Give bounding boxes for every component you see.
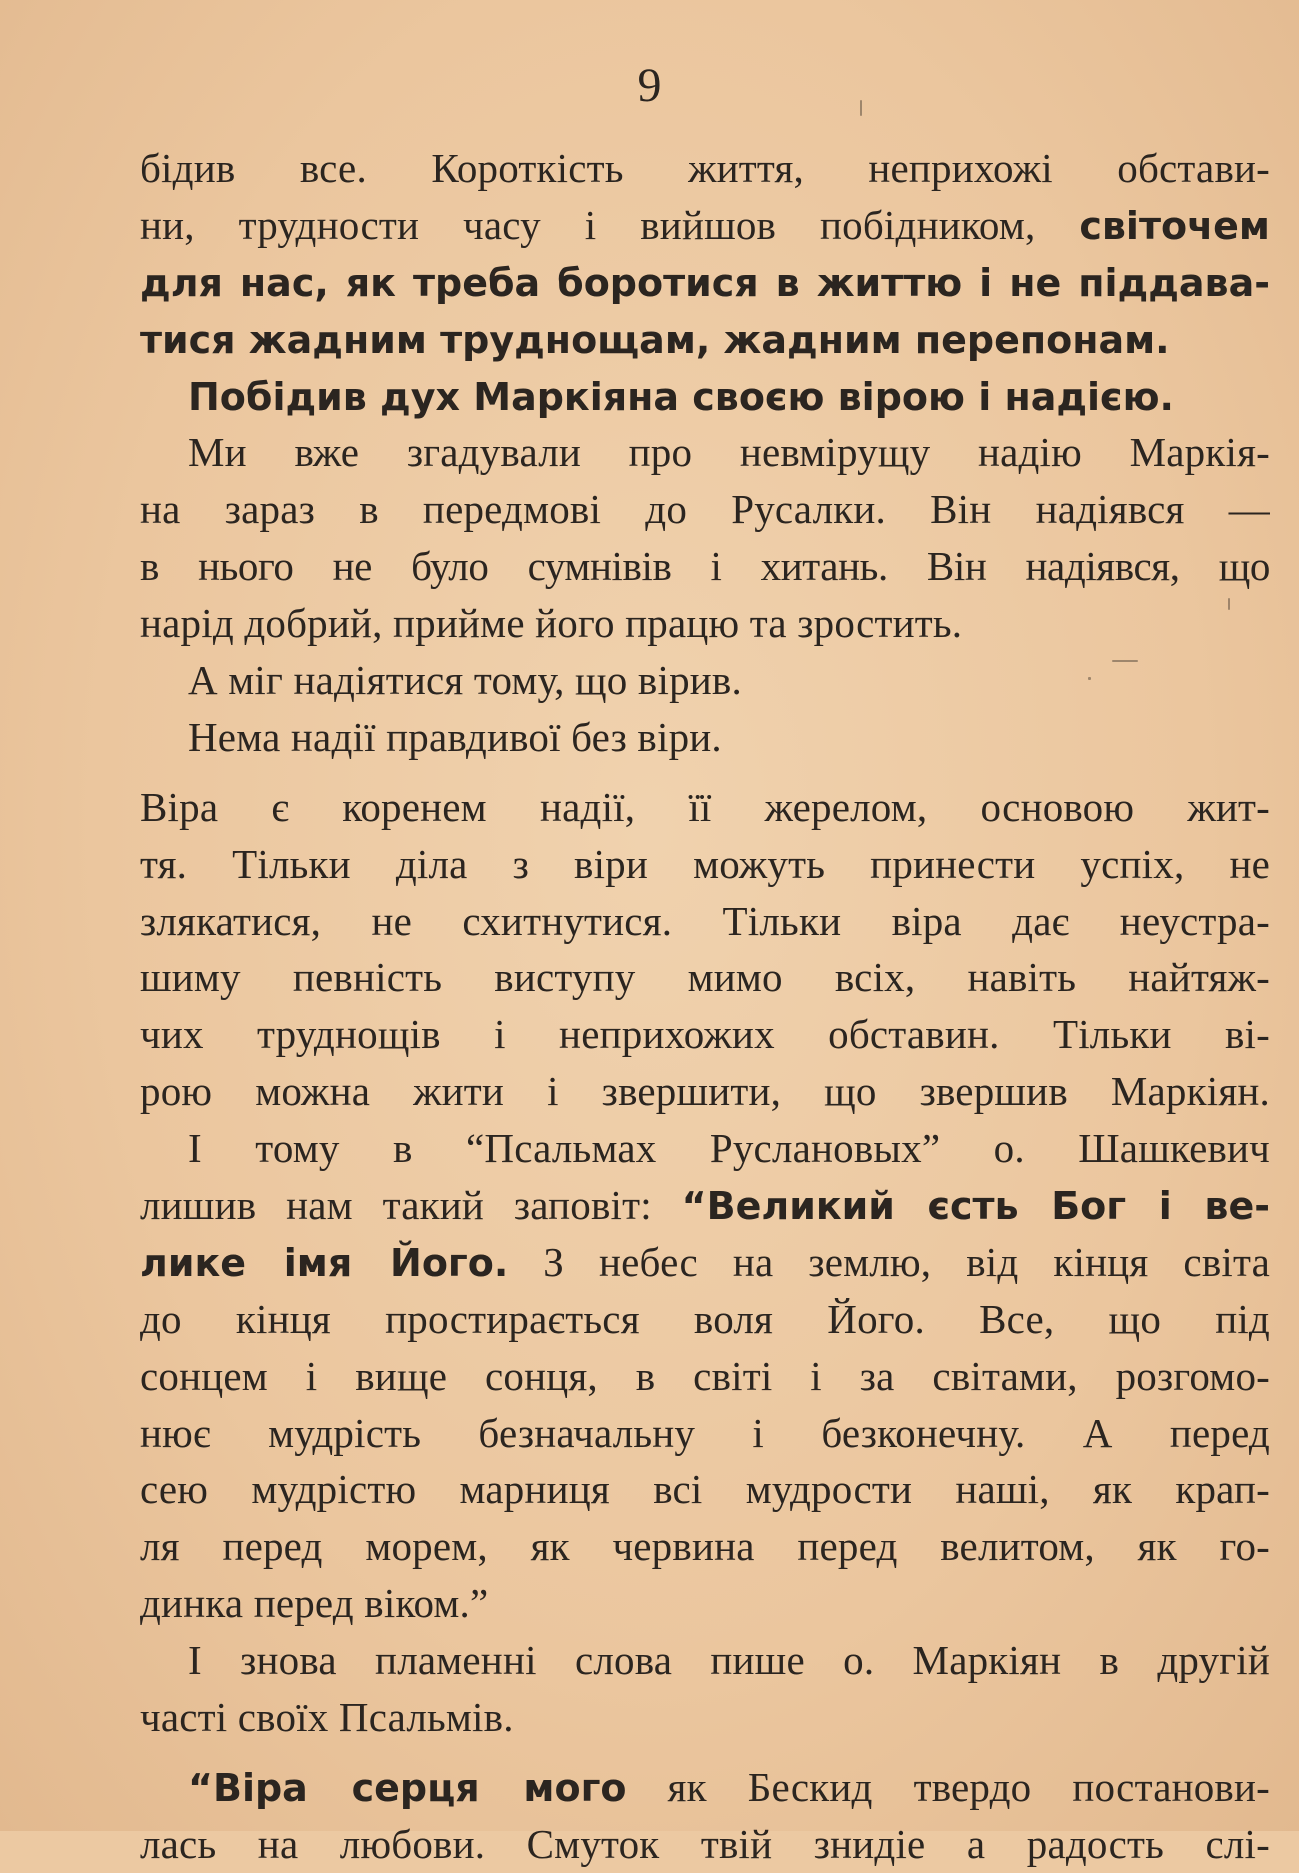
bold-text: Побідив дух Маркіяна своєю вірою і надією. xyxy=(188,374,1174,419)
text-line: “Віра серця мого як Бескид твердо постанови- xyxy=(188,1763,1270,1810)
text-line: Ми вже згадували про невмірущу надію Маркія- xyxy=(188,429,1270,476)
paper-speck xyxy=(1228,598,1230,610)
text-line: нарід добрий, прийме його працю та зростить. xyxy=(140,600,963,647)
text-line: чих труднощів і неприхожих обставин. Тільки ві- xyxy=(140,1011,1270,1058)
text-line: І тому в “Псальмах Руслановых” о. Шашкевич xyxy=(188,1125,1270,1172)
bold-text: “Великий єсть Бог і ве- xyxy=(681,1184,1270,1229)
bold-text: тися жадним труднощам, жадним перепонам. xyxy=(140,317,1170,362)
text-line: часті своїх Псальмів. xyxy=(140,1694,514,1741)
text-line: до кінця простирається воля Його. Все, що під xyxy=(140,1295,1270,1342)
text-line: ля перед морем, як червина перед велитом, як го- xyxy=(140,1523,1270,1570)
text-line xyxy=(140,368,1270,425)
text-line: Нема надії правдивої без віри. xyxy=(188,713,722,760)
text-line: на зараз в передмові до Русалки. Він надіявся — xyxy=(140,486,1270,533)
bold-text: світочем xyxy=(1079,203,1270,248)
text-line xyxy=(140,311,1270,368)
text-line: лике імя Його. З небес на землю, від кінця світа xyxy=(140,1238,1270,1285)
page-number: 9 xyxy=(637,59,662,112)
bold-text: лике імя Його. xyxy=(140,1240,509,1285)
text-line: злякатися, не схитнутися. Тільки віра дає неустра- xyxy=(140,897,1270,944)
text-line: ни, трудности часу і вийшов побідником, світочем xyxy=(140,201,1270,248)
text-line: в нього не було сумнівів і хитань. Він надіявся, що xyxy=(140,543,1270,590)
paper-speck xyxy=(860,100,862,116)
text-line: рою можна жити і звершити, що звершив Маркіян. xyxy=(140,1068,1270,1115)
text-line: тя. Тільки діла з віри можуть принести успіх, не xyxy=(140,840,1270,887)
bold-text: для нас, як треба боротися в життю і не піддава- xyxy=(140,260,1270,305)
text-line: нює мудрість безначальну і безконечну. А перед xyxy=(140,1409,1270,1456)
text-line xyxy=(140,254,1270,311)
bold-text: “Віра серця мого xyxy=(188,1765,627,1810)
text-line: бідив все. Короткість життя, неприхожі обстави- xyxy=(140,145,1270,191)
text-line: Віра є коренем надії, її жерелом, основою жит- xyxy=(140,783,1270,830)
text-line: шиму певність виступу мимо всіх, навіть найтяж- xyxy=(140,954,1270,1001)
paper-speck xyxy=(1112,660,1138,662)
text-line: сонцем і вище сонця, в світі і за світами, розгомо- xyxy=(140,1352,1270,1399)
text-line: сею мудрістю марниця всі мудрости наші, як крап- xyxy=(140,1466,1270,1513)
text-line: І знова пламенні слова пише о. Маркіян в другій xyxy=(188,1637,1270,1684)
text-line: лась на любови. Смуток твій знидіе а радость слі- xyxy=(140,1820,1270,1867)
body-text xyxy=(140,140,1270,1873)
text-line: А міг надіятися тому, що вірив. xyxy=(188,657,742,704)
paper-speck xyxy=(1088,677,1091,680)
text-line: лишив нам такий заповіт: “Великий єсть Бог і ве- xyxy=(140,1182,1270,1229)
text-line: динка перед віком.” xyxy=(140,1580,489,1627)
